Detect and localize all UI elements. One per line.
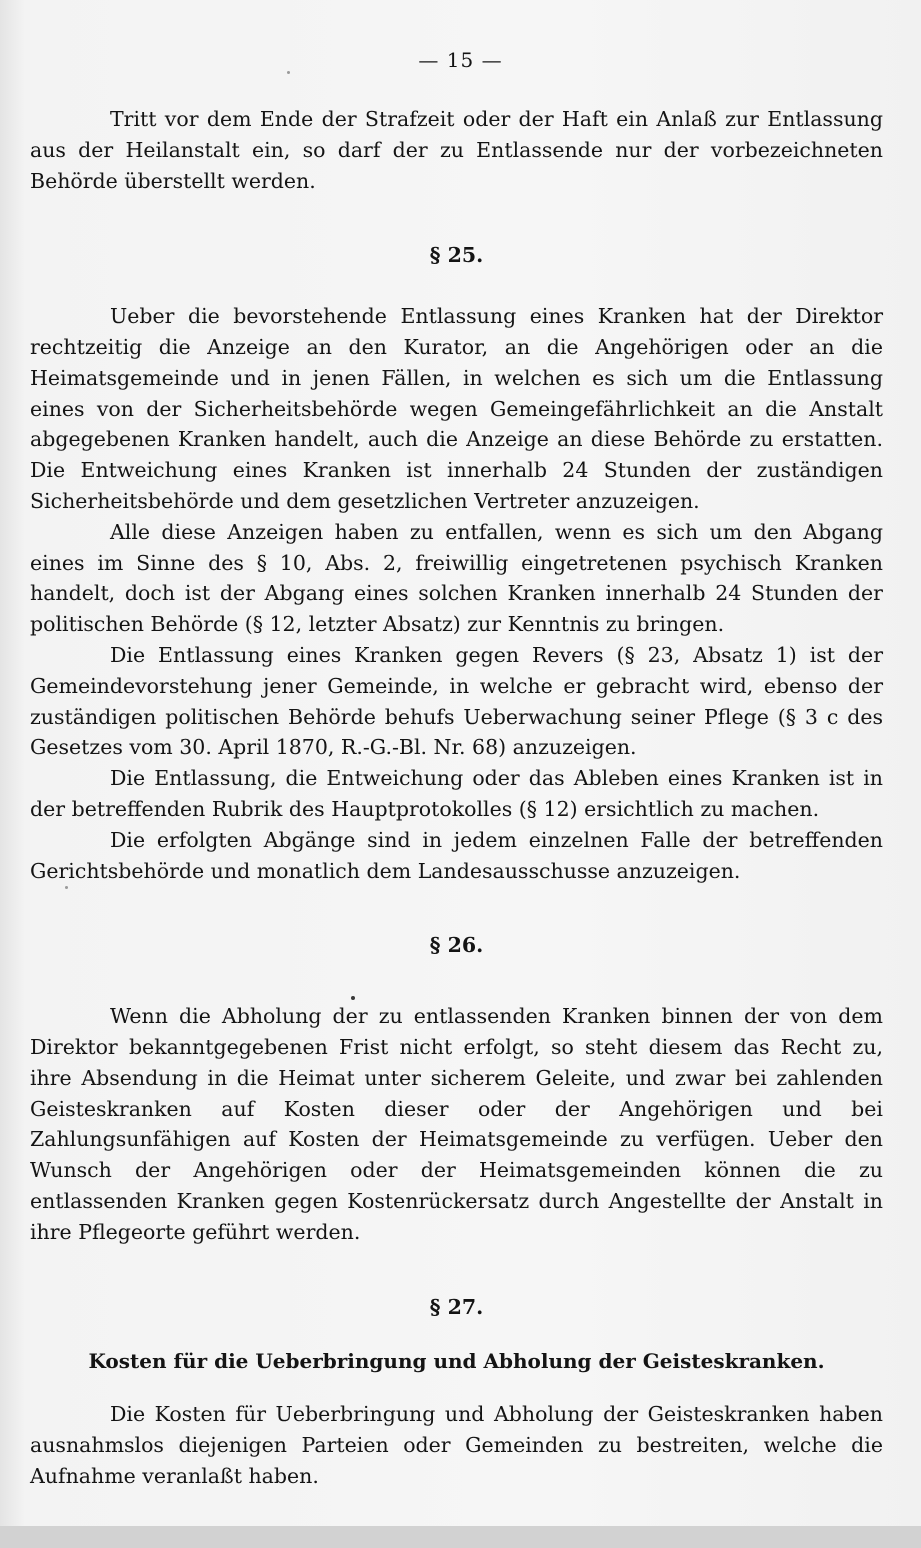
section-25 [30, 240, 883, 886]
paragraph: Ueber die bevorstehende Entlassung eines Kranken hat der Direktor rechtzeitig die Anzeige an den Kurator, an die Angehörigen oder an die Heimatsgemeinde und in jenen Fällen, in welchen es sich um die Entlassung eines von der Sicherheitsbehörde wegen Gemeingefährlichkeit an die Anstalt abgegebenen Kranken handelt, auch die Anzeige an diese Behörde zu erstatten. Die Entweichung eines Kranken ist innerhalb 24 Stunden der zuständigen Sicherheitsbehörde und dem gesetzlichen Vertreter anzuzeigen. [30, 304, 883, 513]
page-content [30, 104, 883, 1491]
paragraph: Wenn die Abholung der zu entlassenden Kranken binnen der von dem Direktor bekanntgegebenen Frist nicht erfolgt, so steht diesem das Recht zu, ihre Absendung in die Heimat unter sicherem Geleite, und zwar bei zahlenden Geisteskranken auf Kosten dieser oder der Angehörigen und bei Zahlungsunfähigen auf Kosten der Heimatsgemeinde zu verfügen. Ueber den Wunsch der Angehörigen oder der Heimatsgemeinden können die zu entlassenden Kranken gegen Kostenrückersatz durch Angestellte der Anstalt in ihre Pflegeorte geführt werden. [30, 1004, 883, 1244]
paragraph: Die Kosten für Ueberbringung und Abholung der Geisteskranken haben ausnahmslos diejenigen Parteien oder Gemeinden zu bestreiten, welche die Aufnahme veranlaßt haben. [30, 1402, 883, 1488]
section-heading: § 27. [429, 1294, 484, 1319]
section-27 [30, 1292, 883, 1492]
section-26 [30, 930, 883, 1247]
print-speck [65, 886, 68, 889]
intro-paragraph: Tritt vor dem Ende der Strafzeit oder der Haft ein Anlaß zur Entlassung aus der Heilanstalt ein, so darf der zu Entlassende nur der vorbezeichneten Behörde überstellt werden. [30, 107, 883, 193]
page-number: — 15 — [418, 48, 503, 72]
page-edge [0, 1526, 921, 1548]
paragraph: Die Entlassung eines Kranken gegen Revers (§ 23, Absatz 1) ist der Gemeindevorstehung jener Gemeinde, in welche er gebracht wird, ebenso der zuständigen politischen Behörde behufs Ueberwachung seiner Pflege (§ 3 c des Gesetzes vom 30. April 1870, R.-G.-Bl. Nr. 68) anzuzeigen. [30, 642, 883, 760]
section-heading: § 25. [429, 243, 484, 268]
print-speck [287, 71, 290, 74]
section-heading: § 26. [429, 933, 484, 958]
section-subheading: Kosten für die Ueberbringung und Abholung der Geisteskranken. [88, 1349, 825, 1374]
paragraph: Die Entlassung, die Entweichung oder das Ableben eines Kranken ist in der betreffenden Rubrik des Hauptprotokolles (§ 12) ersichtlich zu machen. [30, 766, 883, 821]
print-speck [351, 996, 355, 1000]
paragraph: Die erfolgten Abgänge sind in jedem einzelnen Falle der betreffenden Gerichtsbehörde und monatlich dem Landesausschusse anzuzeigen. [30, 827, 883, 883]
paragraph: Alle diese Anzeigen haben zu entfallen, wenn es sich um den Abgang eines im Sinne des § 10, Abs. 2, freiwillig eingetretenen psychisch Kranken handelt, doch ist der Abgang eines solchen Kranken innerhalb 24 Stunden der politischen Behörde (§ 12, letzter Absatz) zur Kenntnis zu bringen. [30, 519, 883, 637]
